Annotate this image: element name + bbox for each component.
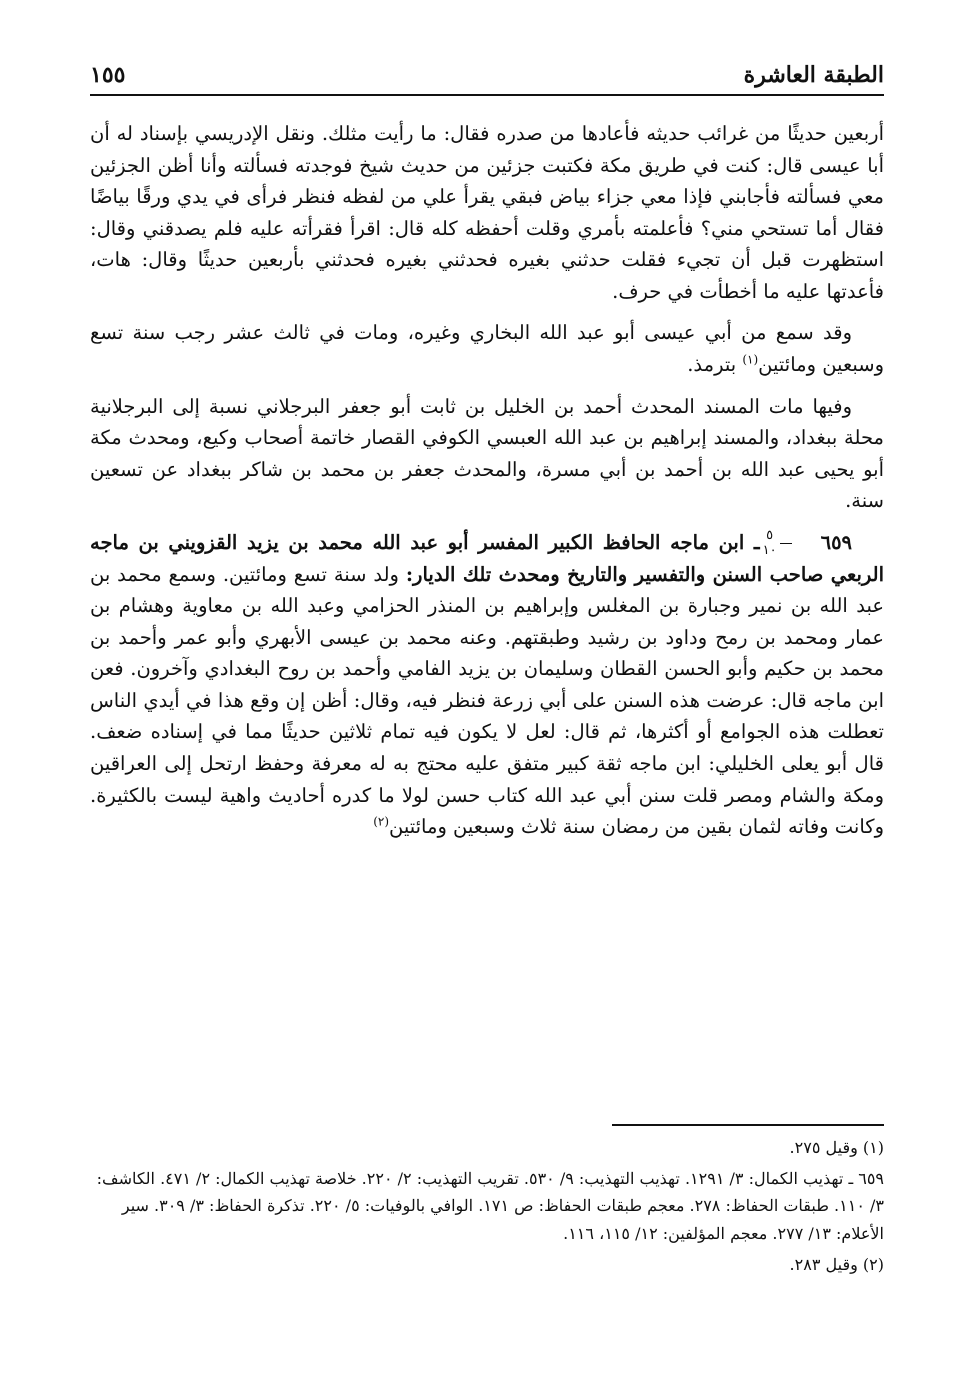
footnote-1: (١) وقيل ٢٧٥. xyxy=(789,1138,884,1157)
entry-659 xyxy=(90,527,884,843)
fraction-denominator: ١٠ xyxy=(762,542,777,558)
footnote-659-sources: ٦٥٩ ـ تهذيب الكمال: ٣/ ١٢٩١. تهذيب التهذيب: ٩/ ٥٣٠. تقريب التهذيب: ٢/ ٢٢٠. خلاصة تهذيب الكمال: ٢/ ٤٧١. الكاشف: ٣/ ١١٠. طبقات الحفاظ: ٢٧٨. معجم طبقات الحفاظ: ص ١٧١. الوافي بالوفيات: ٥/ ٢٢٠. تذكرة الحفاظ: ٣/ ٣٠٩. سير الأعلام: ١٣/ ٢٧٧. معجم المؤلفين: ١٢/ ١١٥، ١١٦. xyxy=(96,1169,884,1243)
footnote-2: (٢) وقيل ٢٨٣. xyxy=(789,1254,884,1274)
footnote-marker-2: (٢) xyxy=(373,814,390,829)
paragraph-1: أربعين حديثًا من غرائب حديثه فأعادها من صدره فقال: ما رأيت مثلك. ونقل الإدريسي بإسناد له أن أبا عيسى قال: كنت في طريق مكة فكتبت جزئين من حديث شيخ فوجدته فسألته وأنا أظن الجزئين معي فسألته فأجابني فإذا معي جزاء بياض فبقي يقرأ علي من لفظه فنظر فرأى في يدي ورقًا بياضًا فقال أما تستحي مني؟ فأعلمته بأمري وقلت أحفظه كله قال: اقرأ فقرأته عليه فلم يصدقني وقال: استظهرت قبل أن تجيء فقلت حدثني بغيره فحدثني بغيره فحدثني بأربعين حديثًا وقال: هات، فأعدتها عليه ما أخطأت في حرف. xyxy=(90,122,884,303)
footnote-marker-1: (١) xyxy=(742,352,759,367)
entry-fraction xyxy=(763,529,809,557)
paragraph-2-tail: بترمذ. xyxy=(687,353,743,377)
paragraph-3: وفيها مات المسند المحدث أحمد بن الخليل بن ثابت أبو جعفر البرجلاني نسبة إلى البرجلانية محلة ببغداد، والمسند إبراهيم بن عبد الله العبسي الكوفي القصار خاتمة أصحاب وكيع، ومحدث مكة أبو يحيى عبد الله بن أحمد بن أبي مسرة، والمحدث جعفر بن محمد بن شاكر ببغداد عن تسعين سنة. xyxy=(90,394,884,513)
page-header xyxy=(90,40,884,96)
running-title: الطبقة العاشرة xyxy=(743,62,884,88)
main-text xyxy=(90,118,884,853)
footnote-separator xyxy=(612,1124,884,1126)
entry-body: ولد سنة تسع ومائتين. وسمع محمد بن عبد الله بن نمير وجبارة بن المغلس وإبراهيم بن المنذر الحزامي وعبد الله بن معاوية وهشام بن عمار ومحمد بن رمح وداود بن رشيد وطبقتهم. وعنه محمد بن عيسى الأبهري وأبو عمر وأحمد بن محمد بن حكيم وأبو الحسن القطان وسليمان بن يزيد الفامي وأحمد بن روح البغدادي وآخرون. فعن ابن ماجه قال: عرضت هذه السنن على أبي زرعة فنظر فيه، وقال: أظن إن وقع هذا في أيدي الناس تعطلت هذه الجوامع أو أكثرها، ثم قال: لعل لا يكون فيه تمام ثلاثين حديثًا مما في إسناده ضعف. قال أبو يعلى الخليلي: ابن ماجه ثقة كبير متفق عليه محتج به له معرفة وحفظ ارتحل إلى العراقين ومكة والشام ومصر قلت سنن أبي عبد الله كتاب حسن لولا ما كدره أحاديث واهية ليست بالكثيرة. وكانت وفاته لثمان بقين من رمضان سنة ثلاث وسبعين ومائتين xyxy=(90,562,884,839)
entry-heading: ـ ابن ماجه الحافظ الكبير المفسر أبو عبد الله محمد بن يزيد القزويني بن ماجه الربعي صاحب السنن والتفسير والتاريخ ومحدث تلك الديار: xyxy=(90,530,885,586)
footnotes xyxy=(90,1134,884,1282)
fraction-numerator: ٥ xyxy=(766,528,774,544)
paragraph-2 xyxy=(90,317,884,380)
entry-number: ٦٥٩ xyxy=(820,530,853,554)
paragraph-2-text: وقد سمع من أبي عيسى أبو عبد الله البخاري وغيره، ومات في ثالث عشر رجب سنة تسع وسبعين ومائتين xyxy=(90,321,884,377)
page-number: ١٥٥ xyxy=(90,62,126,88)
